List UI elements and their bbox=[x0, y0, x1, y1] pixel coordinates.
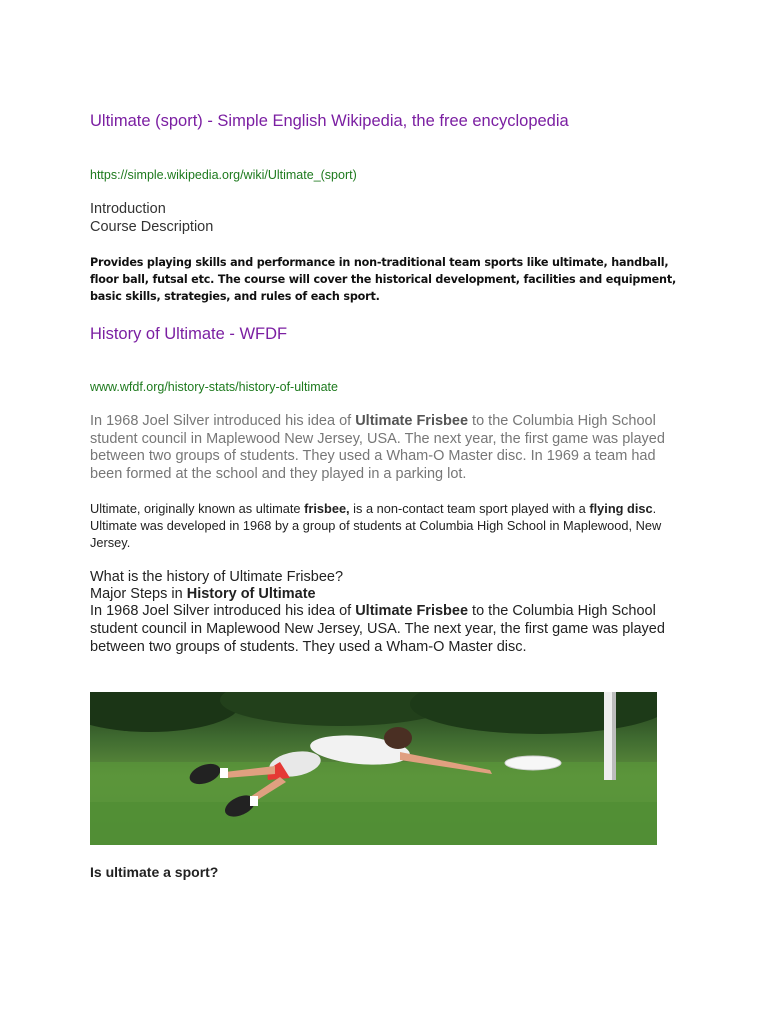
closing-question: Is ultimate a sport? bbox=[90, 864, 219, 880]
ultimate-player-diving-photo bbox=[90, 692, 657, 845]
history-question: What is the history of Ultimate Frisbee? bbox=[90, 569, 344, 585]
course-description-text: Provides playing skills and performance in non-traditional team sports like ultimate, handball, floor ball, futsal etc. The course will cover the historical development, facilities and equipment, basic skills, strategies, and rules of each sport. bbox=[90, 256, 677, 303]
intro-heading: Introduction bbox=[90, 201, 166, 217]
result-title-wfdf[interactable]: History of Ultimate - WFDF bbox=[90, 325, 288, 343]
ultimate-definition-paragraph: Ultimate, originally known as ultimate frisbee, is a non-contact team sport played with a flying disc. Ultimate was developed in 1968 by a group of students at Columbia High School in Maplewood, New Jersey. bbox=[90, 501, 662, 550]
result-url-wfdf[interactable]: www.wfdf.org/history-stats/history-of-ultimate bbox=[90, 380, 338, 394]
result-url-wikipedia[interactable]: https://simple.wikipedia.org/wiki/Ultimate_(sport) bbox=[90, 168, 357, 182]
major-steps-label: Major Steps in History of Ultimate bbox=[90, 586, 316, 602]
history-paragraph: In 1968 Joel Silver introduced his idea of Ultimate Frisbee to the Columbia High School student council in Maplewood New Jersey, USA. The next year, the first game was played between two groups of students. They used a Wham-O Master disc. In 1969 a team had been formed at the school and they played in a parking lot. bbox=[90, 413, 665, 482]
result-title-wikipedia[interactable]: Ultimate (sport) - Simple English Wikipedia, the free encyclopedia bbox=[90, 112, 569, 130]
course-description-heading: Course Description bbox=[90, 219, 214, 235]
major-steps-paragraph: In 1968 Joel Silver introduced his idea of Ultimate Frisbee to the Columbia High School student council in Maplewood New Jersey, USA. The next year, the first game was played between two groups of students. They used a Wham-O Master disc. bbox=[90, 603, 665, 655]
